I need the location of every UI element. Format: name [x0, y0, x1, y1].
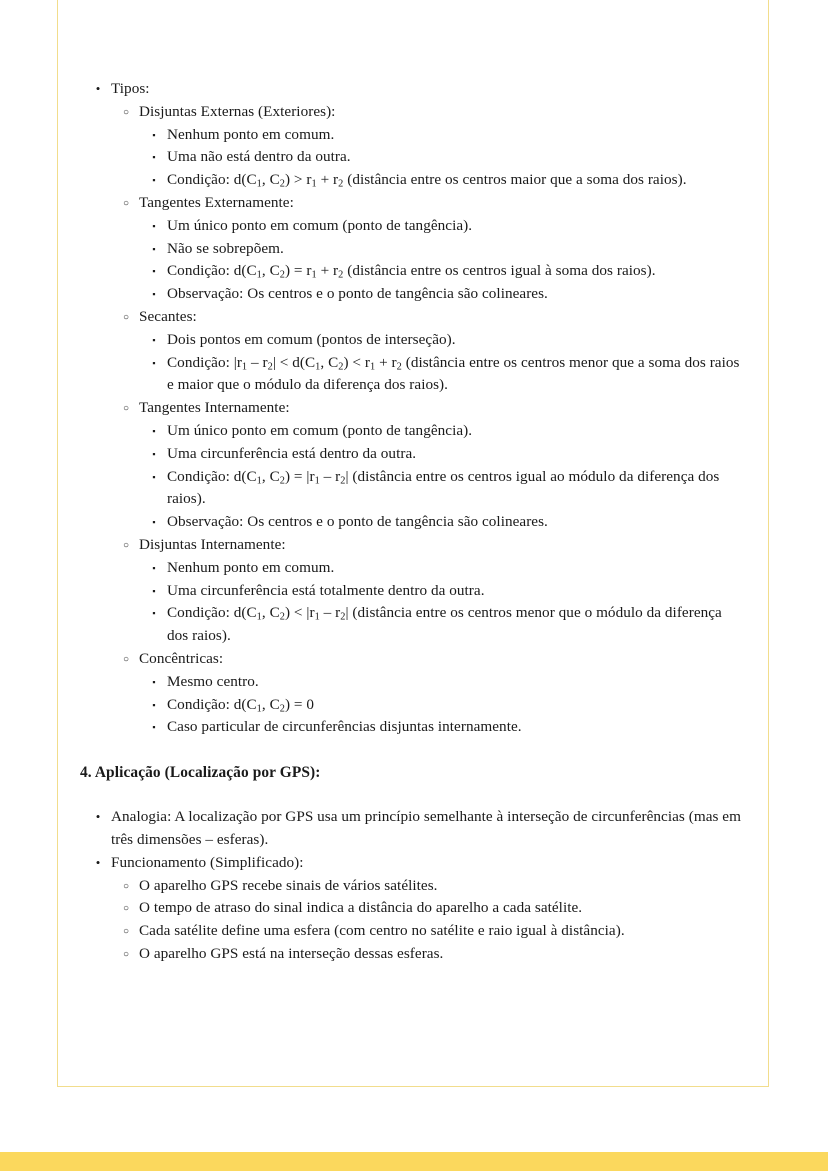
bullet-square-icon: ▪ [152, 357, 156, 368]
bullet-square-icon: ▪ [152, 562, 156, 573]
bullet-circle-icon: ○ [122, 197, 130, 209]
funcionamento-sublist [111, 875, 746, 966]
list-item [111, 397, 746, 534]
list-item [139, 466, 746, 512]
detail-text: Condição: $d(C_1$, $C_2) = |r_1 - r_2|$ (distância entre os centros igual ao módulo da diferença dos raios). [167, 467, 720, 508]
analogia-text: Analogia: A localização por GPS usa um princípio semelhante à interseção de circunferências (mas em três dimensões – esferas). [111, 808, 741, 848]
bullet-square-icon: ▪ [152, 129, 156, 140]
bullet-square-icon: ▪ [152, 152, 156, 163]
list-item [139, 671, 746, 694]
detail-text: Nenhum ponto em comum. [167, 125, 335, 143]
section-heading-block [80, 762, 746, 784]
bullet-square-icon: ▪ [152, 517, 156, 528]
detail-text: Observação: Os centros e o ponto de tangência são colineares. [167, 285, 548, 303]
type-details [139, 124, 746, 192]
tipos-label: Tipos: [111, 80, 150, 97]
detail-text: Nenhum ponto em comum. [167, 558, 335, 576]
list-item [139, 283, 746, 306]
bullet-circle-icon: ○ [122, 539, 130, 551]
bullet-square-icon: ▪ [152, 448, 156, 459]
list-item [111, 192, 746, 306]
list-item [111, 306, 746, 397]
bullet-square-icon: ▪ [152, 266, 156, 277]
type-label: Disjuntas Externas (Exteriores): [139, 102, 336, 120]
list-item [139, 694, 746, 717]
list-item [139, 420, 746, 443]
bullet-square-icon: ▪ [152, 243, 156, 254]
type-label: Disjuntas Internamente: [139, 535, 286, 553]
detail-text: Um único ponto em comum (ponto de tangência). [167, 421, 473, 439]
detail-text: Mesmo centro. [167, 672, 259, 690]
type-label: Concêntricas: [139, 649, 224, 667]
detail-text: Caso particular de circunferências disjuntas internamente. [167, 718, 522, 736]
detail-text: Observação: Os centros e o ponto de tangência são colineares. [167, 513, 548, 531]
list-item [139, 580, 746, 603]
detail-text: Condição: $d(C_1$, $C_2) = 0$ [167, 695, 315, 714]
detail-text: Não se sobrepõem. [167, 239, 284, 257]
bullet-circle-icon: ○ [122, 106, 130, 118]
list-item [111, 943, 746, 966]
bullet-square-icon: ▪ [152, 334, 156, 345]
funcionamento-step: O aparelho GPS está na interseção dessas esferas. [139, 944, 444, 962]
bullet-square-icon: ▪ [152, 220, 156, 231]
funcionamento-step: O tempo de atraso do sinal indica a distância do aparelho a cada satélite. [139, 899, 583, 917]
bullet-square-icon: ▪ [152, 289, 156, 300]
detail-text: Um único ponto em comum (ponto de tangência). [167, 216, 473, 234]
bullet-square-icon: ▪ [152, 585, 156, 596]
bullet-circle-icon: ○ [122, 948, 130, 960]
list-item-analogia [80, 806, 746, 852]
list-item [139, 511, 746, 534]
list-item [111, 648, 746, 739]
list-item [139, 260, 746, 283]
list-item [111, 920, 746, 943]
bullet-circle-icon: ○ [122, 311, 130, 323]
bullet-disc-icon: • [95, 854, 101, 870]
list-item [139, 602, 746, 648]
bullet-circle-icon: ○ [122, 403, 130, 415]
list-item [139, 215, 746, 238]
bullet-circle-icon: ○ [122, 653, 130, 665]
bullet-disc-icon: • [95, 81, 101, 96]
type-details [139, 329, 746, 397]
type-details [139, 215, 746, 306]
document-content [80, 78, 746, 966]
bullet-disc-icon: • [95, 809, 101, 825]
detail-text: Condição: $d(C_1$, $C_2) = r_1 + r_2$ (distância entre os centros igual à soma dos raios). [167, 262, 656, 281]
funcionamento-step: Cada satélite define uma esfera (com centro no satélite e raio igual à distância). [139, 922, 625, 940]
list-item [111, 875, 746, 898]
gps-outline [80, 806, 746, 966]
bullet-square-icon: ▪ [152, 175, 156, 186]
type-details [139, 671, 746, 739]
list-item [139, 238, 746, 261]
page-title: 4. Aplicação (Localização por GPS): [80, 764, 321, 782]
bullet-square-icon: ▪ [152, 699, 156, 710]
list-item [139, 169, 746, 192]
detail-text: Uma circunferência está totalmente dentro da outra. [167, 581, 485, 599]
types-outline [80, 78, 746, 739]
list-item [139, 557, 746, 580]
detail-text: Condição: $d(C_1$, $C_2) > r_1 + r_2$ (distância entre os centros maior que a soma dos raios). [167, 171, 687, 190]
list-item [111, 101, 746, 192]
types-sublist [111, 101, 746, 739]
bullet-square-icon: ▪ [152, 676, 156, 687]
list-item [111, 897, 746, 920]
detail-text: Dois pontos em comum (pontos de interseção). [167, 330, 456, 348]
funcionamento-label: Funcionamento (Simplificado): [111, 853, 304, 871]
bullet-square-icon: ▪ [152, 425, 156, 436]
bullet-square-icon: ▪ [152, 722, 156, 733]
bullet-circle-icon: ○ [122, 880, 130, 892]
type-label: Tangentes Externamente: [139, 193, 294, 211]
list-item [139, 716, 746, 739]
list-item-funcionamento [80, 852, 746, 966]
list-item-tipos [80, 78, 746, 739]
funcionamento-step: O aparelho GPS recebe sinais de vários satélites. [139, 876, 438, 894]
type-details [139, 420, 746, 534]
bullet-square-icon: ▪ [152, 471, 156, 482]
bullet-circle-icon: ○ [122, 926, 130, 938]
list-item [139, 329, 746, 352]
footer-accent-bar [0, 1152, 828, 1171]
detail-text: Uma circunferência está dentro da outra. [167, 444, 417, 462]
bullet-circle-icon: ○ [122, 903, 130, 915]
list-item [139, 146, 746, 169]
detail-text: Condição: $d(C_1$, $C_2) < |r_1 - r_2|$ (distância entre os centros menor que o módulo da diferença dos raios). [167, 604, 722, 645]
type-label: Tangentes Internamente: [139, 399, 290, 417]
detail-text: Condição: $|r_1 - r_2| < d(C_1$, $C_2) < r_1 + r_2$ (distância entre os centros menor que a soma dos raios e maior que o módulo da diferença dos raios). [167, 353, 740, 394]
type-details [139, 557, 746, 648]
list-item [111, 534, 746, 648]
type-label: Secantes: [139, 307, 197, 325]
list-item [139, 443, 746, 466]
bullet-square-icon: ▪ [152, 608, 156, 619]
list-item [139, 124, 746, 147]
list-item [139, 352, 746, 398]
detail-text: Uma não está dentro da outra. [167, 148, 351, 166]
